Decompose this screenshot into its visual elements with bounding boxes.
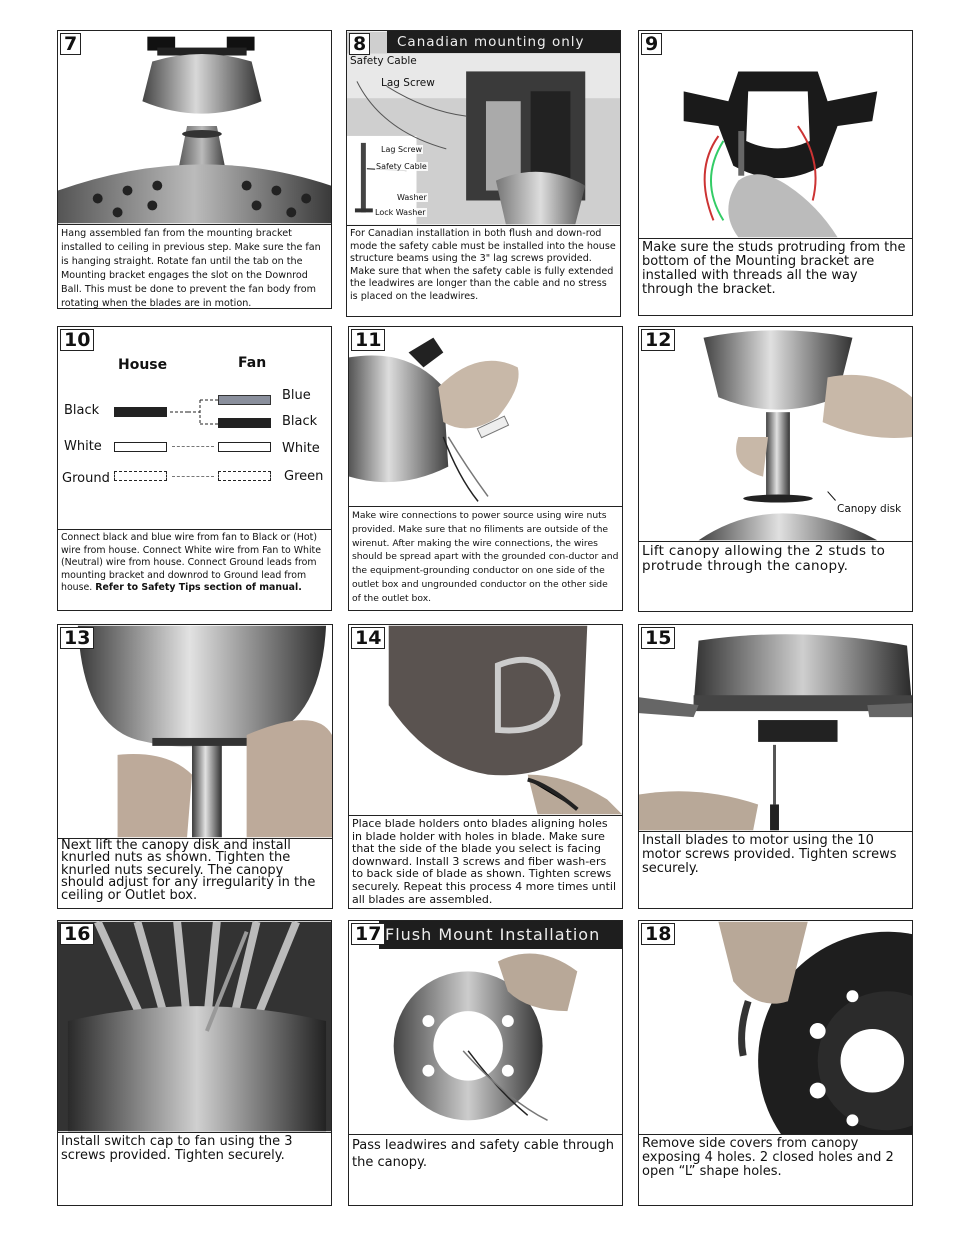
step-14-caption: Place blade holders onto blades aligning holes in blade holder with holes in blade. Make sure that the side of the blade you select is facing downward. Install 3 screws and fiber wash-ers to back side of blade as shown. Tighten screws securely. Repeat this process 4 more times until all blades are assembled. (349, 815, 622, 908)
step-7-panel (57, 30, 332, 309)
step-14-panel (348, 624, 623, 909)
inset-safety-cable-label: Safety Cable (376, 162, 427, 171)
step-14-photo (349, 625, 622, 815)
step-number: 7 (60, 33, 81, 55)
canopy-disk-label: Canopy disk (837, 503, 902, 515)
step-8-banner: Canadian mounting only (387, 31, 620, 53)
step-11-photo (349, 327, 622, 506)
step-12-caption: Lift canopy allowing the 2 studs to protrude through the canopy. (639, 541, 912, 611)
step-10-caption-text: Connect black and blue wire from fan to Black or (Hot) wire from house. Connect White wire from Fan to White (Neutral) wire from house. Connect Ground leads from mounting bracket and downrod to Ground lead from house. (61, 532, 321, 594)
step-number: 14 (351, 627, 385, 649)
step-10-caption (58, 529, 331, 610)
black-blue-connector (170, 397, 220, 427)
step-13-caption: Next lift the canopy disk and install knurled nuts as shown. Tighten the knurled nuts securely. The canopy should adjust for any irregularity in the ceiling or Outlet box. (58, 838, 332, 908)
house-ground-wire (114, 471, 167, 481)
step-15-panel (638, 624, 913, 909)
step-10-caption-bold: Refer to Safety Tips section of manual. (95, 582, 302, 594)
step-number: 9 (641, 33, 662, 55)
step-18-photo (639, 921, 912, 1134)
white-connector (172, 446, 214, 447)
inset-lag-screw-label: Lag Screw (381, 145, 423, 154)
step-number: 18 (641, 923, 675, 945)
fan-black-wire (218, 418, 271, 428)
step-8-caption: For Canadian installation in both flush and down-rod mode the safety cable must be installed into the house structure beams using the 3" lag screws provided. Make sure that when the safety cable is fully extended the leadwires are longer than the cable and no stress is placed on the leadwires. (347, 225, 620, 316)
step-12-panel (638, 326, 913, 612)
step-15-caption: Install blades to motor using the 10 motor screws provided. Tighten screws securely. (639, 831, 912, 908)
lag-screw-label: Lag Screw (381, 77, 435, 89)
inset-washer-label: Washer (397, 193, 427, 202)
step-13-panel (57, 624, 333, 909)
step-9-photo (639, 31, 912, 238)
step-8-panel (346, 30, 621, 317)
house-white-label: White (64, 439, 102, 454)
inset-lock-washer-label: Lock Washer (375, 208, 426, 217)
step-15-photo (639, 625, 912, 831)
step-number: 15 (641, 627, 675, 649)
step-18-caption: Remove side covers from canopy exposing 4 holes. 2 closed holes and 2 open “L” shape holes. (639, 1134, 912, 1205)
fan-blue-wire (218, 395, 271, 405)
step-9-caption: Make sure the studs protruding from the bottom of the Mounting bracket are installed with threads all the way through the bracket. (639, 238, 912, 315)
step-number: 16 (60, 923, 94, 945)
step-16-panel (57, 920, 332, 1206)
step-16-caption: Install switch cap to fan using the 3 screws provided. Tighten securely. (58, 1132, 331, 1205)
step-11-panel (348, 326, 623, 611)
step-17-caption: Pass leadwires and safety cable through the canopy. (349, 1134, 622, 1205)
step-11-caption: Make wire connections to power source using wire nuts provided. Make sure that no filiments are outside of the wirenut. After making the wire connections, the wires should be spread apart with the grounded con-ductor and the equipment-grounding conductor on one side of the outlet box and ungrounded conductor on the other side of the outlet box. (349, 506, 622, 610)
house-ground-label: Ground (62, 471, 110, 486)
house-heading: House (118, 357, 168, 373)
ground-connector (172, 476, 214, 477)
fan-black-label: Black (282, 414, 318, 429)
step-number: 12 (641, 329, 675, 351)
step-number: 13 (60, 627, 94, 649)
fan-white-label: White (282, 441, 320, 456)
fan-heading: Fan (238, 355, 267, 371)
step-9-panel (638, 30, 913, 316)
step-number: 8 (349, 33, 370, 55)
fan-white-wire (218, 442, 271, 452)
step-17-photo (349, 921, 622, 1134)
step-number: 10 (60, 329, 94, 351)
house-black-label: Black (64, 403, 100, 418)
safety-cable-label: Safety Cable (350, 55, 417, 67)
fan-green-wire (218, 471, 271, 481)
step-17-banner: Flush Mount Installation (379, 921, 622, 949)
house-white-wire (114, 442, 167, 452)
step-number: 11 (351, 329, 385, 351)
step-16-photo (58, 921, 331, 1132)
step-7-photo (58, 31, 331, 224)
fan-green-label: Green (284, 469, 324, 484)
step-10-panel (57, 326, 332, 611)
step-7-caption: Hang assembled fan from the mounting bracket installed to ceiling in previous step. Make sure the fan is hanging straight. Rotate fan until the tab on the Mounting bracket engages the slot on the Downrod Ball. This must be done to prevent the fan body from rotating when the blades are in motion. (58, 224, 331, 308)
step-17-panel (348, 920, 623, 1206)
house-black-wire (114, 407, 167, 417)
step-18-panel (638, 920, 913, 1206)
fan-blue-label: Blue (282, 388, 311, 403)
step-13-photo (58, 625, 332, 838)
step-number: 17 (351, 923, 385, 945)
